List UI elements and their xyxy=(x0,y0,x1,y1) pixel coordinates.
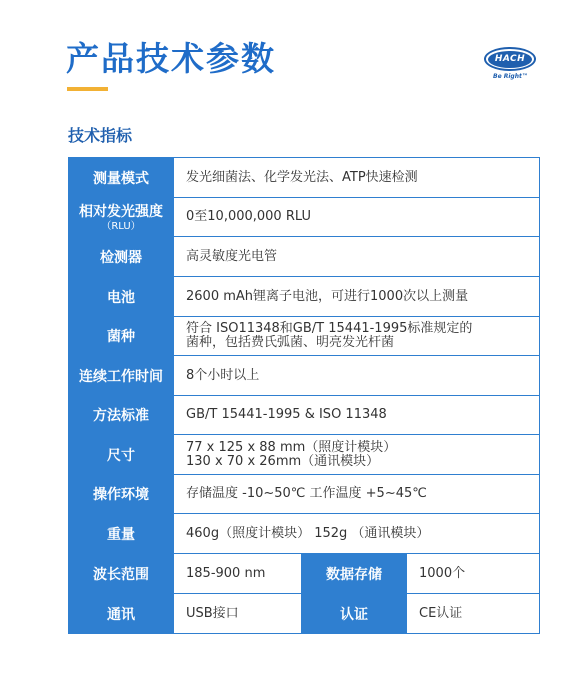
logo-tagline: Be Right™ xyxy=(493,73,528,80)
spec-label-sub: （RLU） xyxy=(101,221,141,232)
spec-row xyxy=(69,237,540,277)
title-underline xyxy=(67,87,108,91)
spec-row xyxy=(69,396,540,435)
spec-value: 高灵敏度光电管 xyxy=(174,237,540,277)
spec-row xyxy=(69,277,540,317)
spec-value: GB/T 15441-1995 & ISO 11348 xyxy=(174,396,540,435)
spec-label: 连续工作时间 xyxy=(69,356,174,396)
spec-value: 460g（照度计模块） 152g （通讯模块） xyxy=(174,514,540,554)
spec-value: CE认证 xyxy=(407,594,540,634)
spec-value: 185-900 nm xyxy=(174,554,302,594)
spec-value-line: 菌种，包括费氏弧菌、明亮发光杆菌 xyxy=(186,335,395,350)
spec-row xyxy=(69,435,540,475)
spec-value: 2600 mAh锂离子电池，可进行1000次以上测量 xyxy=(174,277,540,317)
spec-value: 发光细菌法、化学发光法、ATP快速检测 xyxy=(174,158,540,198)
page-title: 产品技术参数 xyxy=(66,39,276,78)
spec-label: 操作环境 xyxy=(69,475,174,514)
spec-label-main: 相对发光强度 xyxy=(79,204,163,220)
spec-row xyxy=(69,198,540,237)
spec-value: 存储温度 -10~50℃ 工作温度 +5~45℃ xyxy=(174,475,540,514)
logo-text: HACH xyxy=(488,51,532,68)
spec-label: 电池 xyxy=(69,277,174,317)
spec-row xyxy=(69,317,540,356)
spec-value xyxy=(174,317,540,356)
spec-value: 1000个 xyxy=(407,554,540,594)
spec-label: 数据存储 xyxy=(302,554,407,594)
spec-label: 尺寸 xyxy=(69,435,174,475)
spec-label: 通讯 xyxy=(69,594,174,634)
spec-value: USB接口 xyxy=(174,594,302,634)
spec-value xyxy=(174,435,540,475)
spec-label: 重量 xyxy=(69,514,174,554)
spec-row xyxy=(69,514,540,554)
spec-label: 检测器 xyxy=(69,237,174,277)
spec-label: 认证 xyxy=(302,594,407,634)
spec-row xyxy=(69,475,540,514)
spec-value: 8个小时以上 xyxy=(174,356,540,396)
spec-row xyxy=(69,356,540,396)
spec-row xyxy=(69,594,540,634)
spec-value-line: 符合 ISO11348和GB/T 15441-1995标准规定的 xyxy=(186,321,473,336)
section-title: 技术指标 xyxy=(68,126,133,145)
spec-label: 方法标准 xyxy=(69,396,174,435)
spec-label xyxy=(69,198,174,237)
spec-value-line: 130 x 70 x 26mm（通讯模块） xyxy=(186,453,380,469)
spec-label: 波长范围 xyxy=(69,554,174,594)
spec-value: 0至10,000,000 RLU xyxy=(174,198,540,237)
hach-logo xyxy=(484,47,538,87)
spec-table xyxy=(68,157,540,634)
spec-row xyxy=(69,158,540,198)
logo-oval xyxy=(484,47,536,71)
spec-value-line: 77 x 125 x 88 mm（照度计模块） xyxy=(186,439,397,455)
spec-label: 测量模式 xyxy=(69,158,174,198)
spec-row xyxy=(69,554,540,594)
spec-label: 菌种 xyxy=(69,317,174,356)
